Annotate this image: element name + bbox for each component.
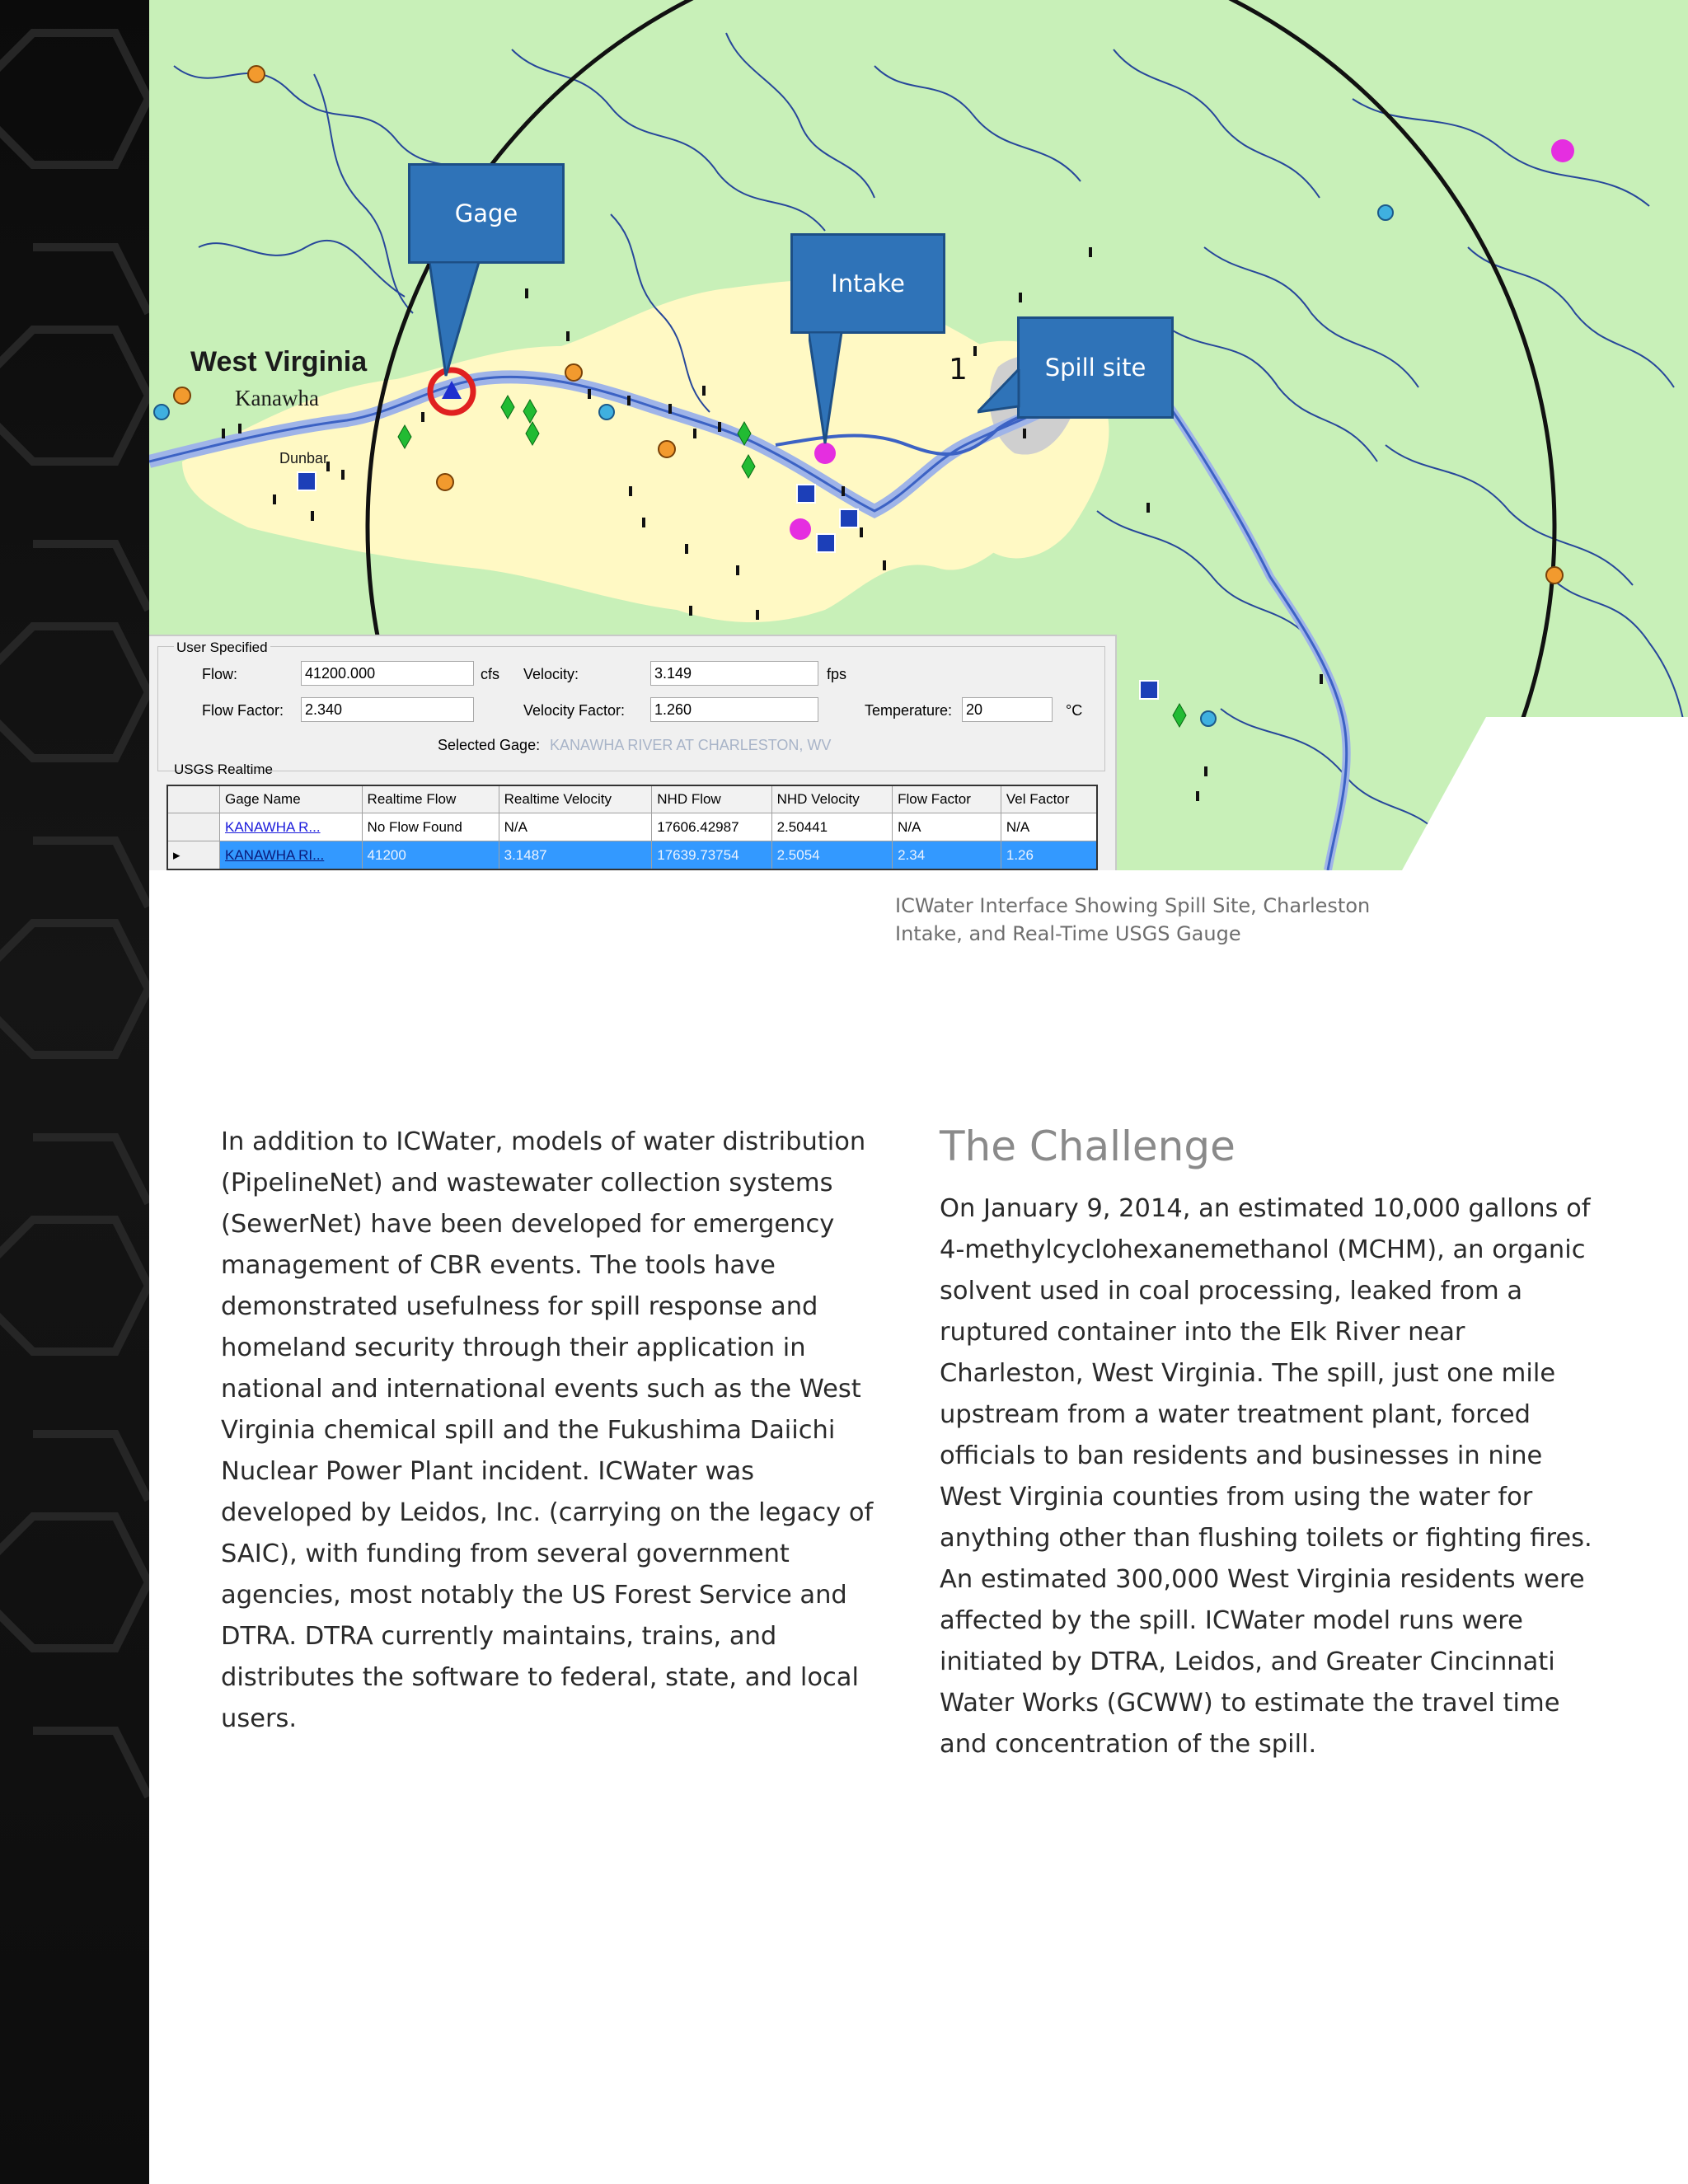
icwater-parameter-panel: [149, 635, 1117, 870]
selected-gage-label: Selected Gage:: [438, 737, 541, 753]
map-figure: [149, 0, 1688, 870]
svg-text:1: 1: [949, 353, 968, 387]
table-cell: N/A: [893, 813, 1001, 841]
gage-name-link[interactable]: KANAWHA R...: [220, 813, 363, 841]
flow-factor-label: Flow Factor:: [202, 702, 284, 719]
table-cell: 3.1487: [499, 841, 652, 870]
gage-callout: [408, 163, 565, 264]
spill-site-callout: [1017, 316, 1174, 419]
intake-callout-pointer: [809, 332, 874, 448]
velocity-label: Velocity:: [523, 666, 579, 682]
challenge-heading: The Challenge: [940, 1122, 1236, 1170]
col-nhd-velocity[interactable]: NHD Velocity: [771, 785, 892, 813]
table-cell: 41200: [362, 841, 499, 870]
spill-callout-pointer: [978, 369, 1020, 419]
flow-label: Flow:: [202, 666, 238, 682]
flow-unit: cfs: [481, 666, 500, 682]
row-selected-marker[interactable]: ▸: [167, 841, 220, 870]
usgs-realtime-label: USGS Realtime: [174, 762, 273, 777]
grid-header-row: [167, 785, 1097, 813]
table-cell: N/A: [499, 813, 652, 841]
flow-field[interactable]: 41200.000: [301, 661, 474, 686]
table-row-selected[interactable]: [167, 841, 1097, 870]
table-cell: N/A: [1001, 813, 1097, 841]
usgs-realtime-grid: [166, 785, 1098, 870]
velocity-factor-field[interactable]: 1.260: [650, 697, 818, 722]
col-gage-name[interactable]: Gage Name: [220, 785, 363, 813]
side-decorative-band: [0, 0, 149, 2184]
velocity-unit: fps: [827, 666, 847, 682]
spill-site-callout-label: Spill site: [1044, 354, 1146, 382]
right-column-text: On January 9, 2014, an estimated 10,000 gallons of 4-methylcyclohexanemethanol (MCHM), an organic solvent used in coal processing, leaked from a ruptured container into the Elk River near Charleston, West Virginia. The spill, just one mile upstream from a water treatment plant, forced officials to ban residents and businesses in nine West Virginia counties from using the water for anything other than flushing toilets or fighting fires. An estimated 300,000 West Virginia residents were affected by the spill. ICWater model runs were initiated by DTRA, Leidos, and Greater Cincinnati Water Works (GCWW) to estimate the travel time and concentration of the spill.: [940, 1194, 1592, 1759]
table-cell: 2.50441: [771, 813, 892, 841]
col-vel-factor[interactable]: Vel Factor: [1001, 785, 1097, 813]
user-specified-label: User Specified: [174, 640, 270, 656]
grid-corner: [167, 785, 220, 813]
flow-factor-field[interactable]: 2.340: [301, 697, 474, 722]
col-realtime-flow[interactable]: Realtime Flow: [362, 785, 499, 813]
gage-callout-pointer: [429, 262, 504, 377]
velocity-factor-label: Velocity Factor:: [523, 702, 626, 719]
table-cell: 1.26: [1001, 841, 1097, 870]
col-nhd-flow[interactable]: NHD Flow: [652, 785, 771, 813]
col-realtime-velocity[interactable]: Realtime Velocity: [499, 785, 652, 813]
velocity-field[interactable]: 3.149: [650, 661, 818, 686]
map-label-town: Dunbar: [279, 450, 329, 466]
map-label-county: Kanawha: [235, 386, 319, 410]
intake-callout: [790, 233, 945, 334]
table-cell: 2.34: [893, 841, 1001, 870]
row-header[interactable]: [167, 813, 220, 841]
table-row[interactable]: [167, 813, 1097, 841]
temperature-unit: °C: [1066, 702, 1083, 719]
gage-callout-label: Gage: [454, 199, 518, 227]
temperature-label: Temperature:: [865, 702, 953, 719]
intake-callout-label: Intake: [831, 269, 905, 298]
selected-gage-value: KANAWHA RIVER AT CHARLESTON, WV: [550, 737, 832, 753]
table-cell: No Flow Found: [362, 813, 499, 841]
gage-name-link[interactable]: KANAWHA RI...: [220, 841, 363, 870]
temperature-field[interactable]: 20: [962, 697, 1053, 722]
table-cell: 17606.42987: [652, 813, 771, 841]
left-column-text: In addition to ICWater, models of water distribution (PipelineNet) and wastewater collection systems (SewerNet) have been developed for emergency management of CBR events. The tools have demonstrated usefulness for spill response and homeland security through their application in national and international events such as the West Virginia chemical spill and the Fukushima Daiichi Nuclear Power Plant incident. ICWater was developed by Leidos, Inc. (carrying on the legacy of SAIC), with funding from several government agencies, most notably the US Forest Service and DTRA. DTRA currently maintains, trains, and distributes the software to federal, state, and local users.: [221, 1127, 874, 1733]
map-label-state: West Virginia: [190, 346, 368, 377]
figure-caption: ICWater Interface Showing Spill Site, Charleston Intake, and Real-Time USGS Gauge: [895, 894, 1371, 945]
table-cell: 17639.73754: [652, 841, 771, 870]
hexagon-pattern: [0, 0, 149, 2184]
table-cell: 2.5054: [771, 841, 892, 870]
col-flow-factor[interactable]: Flow Factor: [893, 785, 1001, 813]
